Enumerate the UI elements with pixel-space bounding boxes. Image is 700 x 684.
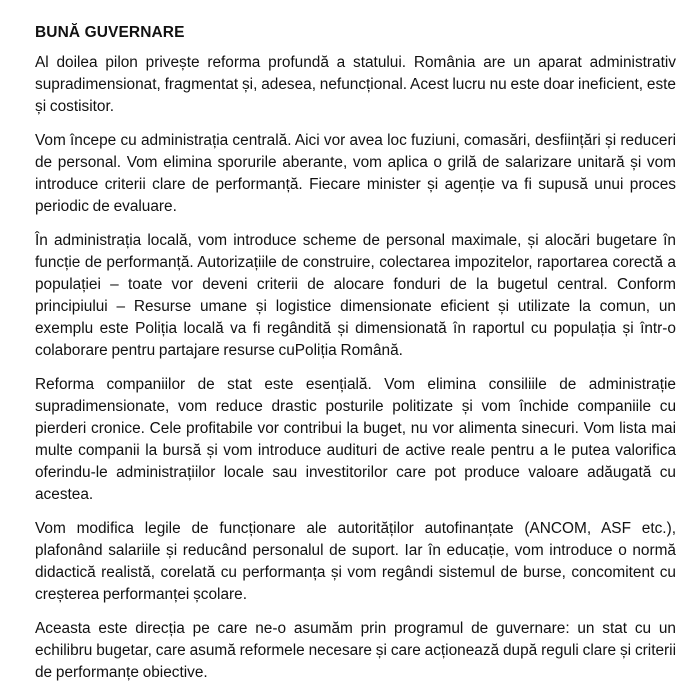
paragraph-3: În administrația locală, vom introduce scheme de personal maximale, și alocări bugetare în funcție de performanță. Autorizațiile de construire, colectarea impozitelor, raportarea corectă a populației – toate vor deveni criterii de alocare fonduri de la bugetul central. Conform principiului – Resurse umane și logistice dimensionate eficient și utilizate la comun, un exemplu este Poliția locală va fi regândită și dimensionată în raportul cu populația și într-o colaborare pentru partajare resurse cuPoliția Română. xyxy=(35,232,676,359)
paragraph-4: Reforma companiilor de stat este esențială. Vom elimina consiliile de administrație supradimensionate, vom reduce drastic posturile politizate și vom închide companiile cu pierderi cronice. Cele profitabile vor contribui la buget, nu vor alimenta sinecuri. Vom lista mai multe companii la bursă și vom introduce audituri de active reale pentru a le putea valorifica oferindu-le administrațiilor locale sau investitorilor care pot produce valoare adăugată cu acestea. xyxy=(35,376,676,503)
paragraph-2: Vom începe cu administrația centrală. Aici vor avea loc fuziuni, comasări, desființări și reduceri de personal. Vom elimina sporurile aberante, vom aplica o grilă de salarizare unitară și vom introduce criterii clare de performanță. Fiecare minister și agenție va fi supusă unui proces periodic de evaluare. xyxy=(35,132,676,215)
section-title: BUNĂ GUVERNARE xyxy=(35,24,185,41)
paragraph-6: Aceasta este direcția pe care ne-o asumăm prin programul de guvernare: un stat cu un echilibru bugetar, care asumă reformele necesare și care acționează după reguli clare și criterii de performanțe obiective. xyxy=(35,620,676,681)
paragraph-5: Vom modifica legile de funcționare ale autorităților autofinanțate (ANCOM, ASF etc.), plafonând salariile și reducând personalul de suport. Iar în educație, vom introduce o normă didactică realistă, corelată cu performanța și vom regândi sistemul de burse, concomitent cu creșterea performanței școlare. xyxy=(35,520,676,603)
paragraph-1: Al doilea pilon privește reforma profundă a statului. România are un aparat administrativ supradimensionat, fragmentat și, adesea, nefuncțional. Acest lucru nu este doar ineficient, este și costisitor. xyxy=(35,54,676,115)
